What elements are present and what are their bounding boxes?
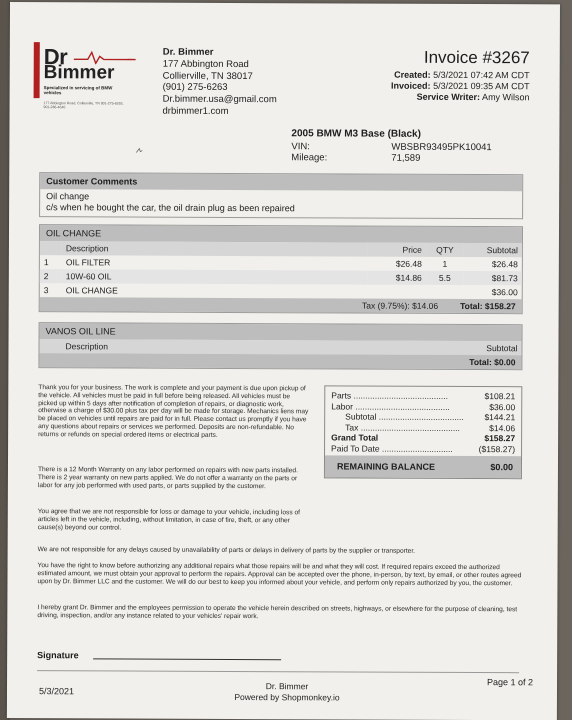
comment-line-2: c/s when he bought the car, the oil drain plug as been repaired bbox=[46, 202, 295, 214]
row-number: 3 bbox=[43, 285, 49, 296]
shop-address2: Collierville, TN 38017 bbox=[162, 70, 253, 82]
footer-shop: Dr. Bimmer bbox=[265, 681, 309, 692]
row-subtotal: $36.00 bbox=[491, 287, 518, 298]
balance-value: $0.00 bbox=[490, 462, 513, 473]
summary-value: $144.21 bbox=[484, 412, 516, 423]
payment-summary bbox=[324, 385, 522, 479]
shop-email: Dr.bimmer.usa@gmail.com bbox=[162, 93, 277, 106]
customer-comments-body bbox=[40, 189, 522, 218]
summary-label: Grand Total bbox=[331, 432, 379, 443]
invoice-page bbox=[7, 2, 560, 720]
vanos-footer bbox=[39, 353, 521, 369]
col-description: Description bbox=[61, 339, 453, 355]
row-subtotal: $26.48 bbox=[491, 259, 518, 270]
writer-label: Service Writer: bbox=[416, 91, 481, 103]
shop-address1: 177 Abbington Road bbox=[162, 58, 249, 70]
page-number: Page 1 of 2 bbox=[486, 677, 534, 688]
col-subtotal: Subtotal bbox=[453, 341, 521, 355]
shop-name: Dr. Bimmer bbox=[162, 46, 214, 58]
logo-text-bimmer: Bimmer bbox=[43, 62, 115, 84]
row-qty: 1 bbox=[442, 258, 448, 269]
customer-comments-section bbox=[39, 172, 523, 219]
invoiced-value: 5/3/2021 09:35 AM CDT bbox=[433, 80, 530, 92]
row-qty bbox=[426, 285, 464, 299]
summary-value: $158.27 bbox=[484, 433, 516, 444]
invoice-info bbox=[391, 48, 530, 104]
balance-label: REMAINING BALANCE bbox=[336, 461, 435, 472]
remaining-balance bbox=[325, 455, 521, 478]
mileage-row bbox=[291, 152, 521, 165]
row-number: 1 bbox=[43, 257, 49, 268]
summary-value: $108.21 bbox=[484, 391, 516, 402]
col-price: Price bbox=[368, 243, 426, 257]
writer-row bbox=[391, 92, 530, 104]
col-subtotal: Subtotal bbox=[464, 243, 522, 257]
summary-label: Labor ........................................ bbox=[331, 400, 450, 412]
terms-paragraph-1: Thank you for your business. The work is complete and your payment is due upon pickup of the vehicle. All vehicles must be paid in full before being released. All vehicles must be picked up within 5 days after notification of completion of repairs, or diagnostic work, otherwise a charge of $30.00 plus tax per day will be made for storage. Mechanics liens may be placed on vehicles until repairs are paid for in full. Please contact us promptly if you have any questions about repairs or services we performed. Deposits are non-refundable. No returns or refunds on special ordered items or electrical parts. bbox=[38, 384, 309, 439]
terms-paragraph-3: You agree that we are not responsible for loss or damage to your vehicle, including loss of articles left in the vehicle, including, without limitation, in case of fire, theft, or any other cause(s) beyond our control. bbox=[37, 508, 300, 532]
footer-branding bbox=[207, 681, 367, 704]
vanos-section bbox=[38, 322, 522, 370]
terms-paragraph-6: I hereby grant Dr. Bimmer and the employees permission to operate the vehicle herein described on streets, highways, or elsewhere for the purpose of cleaning, test driving, inspection, and/or any instance related to your vehicles' repair work. bbox=[37, 604, 518, 620]
created-label: Created: bbox=[394, 69, 431, 80]
summary-value: $14.06 bbox=[489, 422, 516, 433]
logo-small-address: 177 Abbington Road, Collierville, TN 901-275-6263, 901-286-4640 bbox=[43, 101, 124, 110]
summary-row-paid bbox=[325, 443, 521, 454]
created-value: 5/3/2021 07:42 AM CDT bbox=[433, 69, 530, 81]
summary-value: ($158.27) bbox=[478, 443, 516, 454]
vanos-title: VANOS OIL LINE bbox=[40, 323, 522, 341]
footer-powered: Powered by Shopmonkey.io bbox=[234, 691, 340, 703]
logo-accent-bar bbox=[34, 42, 40, 98]
logo-text-dr: Dr bbox=[43, 44, 68, 70]
shop-logo bbox=[34, 42, 138, 114]
col-number bbox=[40, 241, 62, 255]
invoiced-label: Invoiced: bbox=[391, 80, 431, 91]
shop-info bbox=[162, 47, 276, 118]
summary-label: Parts ........................................ bbox=[331, 390, 448, 401]
vehicle-name: 2005 BMW M3 Base (Black) bbox=[291, 128, 421, 140]
vin-row bbox=[291, 141, 521, 154]
logo-tagline: Specialized in servicing of BMW vehicles bbox=[43, 85, 113, 96]
terms-paragraph-2: There is a 12 Month Warranty on any labor performed on repairs with new parts installed. There is 2 year warranty on new parts applied. We do not offer a warranty on the parts or labor for any job performed with used parts, or parts supplied by the customer. bbox=[37, 466, 298, 490]
footer-divider bbox=[37, 670, 519, 673]
terms-paragraph-5: You have the right to know before authorizing any additional repairs what those repairs will be and what they will cost. If required repairs exceed the authorized estimated amount, we must obtain your approval to perform the repairs. Approval can be accepted over the phone, in-person, by text, by email, or other routes agreed upon by Dr. Bimmer LLC and the customer. We will do our best to keep you informed about your vehicle, and perform only repairs authorized by you, the customer. bbox=[37, 562, 522, 587]
row-number: 2 bbox=[40, 269, 62, 283]
signature-line[interactable] bbox=[93, 658, 281, 660]
row-price: $26.48 bbox=[395, 258, 422, 269]
oil-change-section bbox=[39, 224, 523, 314]
row-description: 10W-60 OIL bbox=[62, 269, 368, 284]
oil-change-footer bbox=[40, 297, 522, 313]
terms-paragraph-4: We are not responsible for any delays caused by unavailability of parts or delays in delivery of parts by the supplier or transporter. bbox=[37, 546, 416, 555]
invoiced-row bbox=[391, 81, 530, 93]
row-price: $14.86 bbox=[368, 271, 426, 285]
row-subtotal: $81.73 bbox=[464, 271, 522, 285]
footer-date: 5/3/2021 bbox=[38, 686, 75, 697]
row-description: OIL FILTER bbox=[65, 257, 111, 268]
summary-label: Tax .......................................... bbox=[345, 421, 460, 433]
mileage-label: Mileage: bbox=[291, 152, 328, 164]
vehicle-info bbox=[291, 128, 521, 165]
shop-website: drbimmer1.com bbox=[162, 105, 229, 117]
col-number bbox=[39, 339, 61, 353]
oil-change-tax: Tax (9.75%): $14.06 bbox=[361, 300, 439, 311]
summary-label: Subtotal .................................... bbox=[345, 411, 464, 422]
shop-phone: (901) 275-6263 bbox=[162, 82, 228, 94]
oil-change-total: Total: $158.27 bbox=[460, 300, 516, 312]
oil-change-table bbox=[40, 241, 522, 299]
oil-change-title: OIL CHANGE bbox=[40, 225, 522, 243]
vin-value: WBSBR93495PK10041 bbox=[391, 141, 492, 153]
pen-mark-icon bbox=[135, 148, 143, 154]
col-description: Description bbox=[62, 241, 368, 256]
row-qty: 5.5 bbox=[426, 271, 464, 285]
comment-line-1: Oil change bbox=[46, 191, 90, 202]
vanos-total: Total: $0.00 bbox=[469, 357, 516, 368]
writer-value: Amy Wilson bbox=[482, 92, 530, 103]
signature-label: Signature bbox=[37, 650, 79, 661]
row-description: OIL CHANGE bbox=[65, 285, 118, 296]
summary-value: $36.00 bbox=[489, 401, 516, 412]
customer-comments-title: Customer Comments bbox=[40, 173, 522, 191]
col-qty: QTY bbox=[426, 243, 464, 257]
mileage-value: 71,589 bbox=[391, 152, 421, 164]
vin-label: VIN: bbox=[291, 140, 310, 152]
summary-label: Paid To Date .............................. bbox=[331, 442, 453, 454]
created-row bbox=[391, 70, 530, 82]
row-price bbox=[368, 285, 426, 299]
invoice-title: Invoice #3267 bbox=[423, 47, 530, 68]
